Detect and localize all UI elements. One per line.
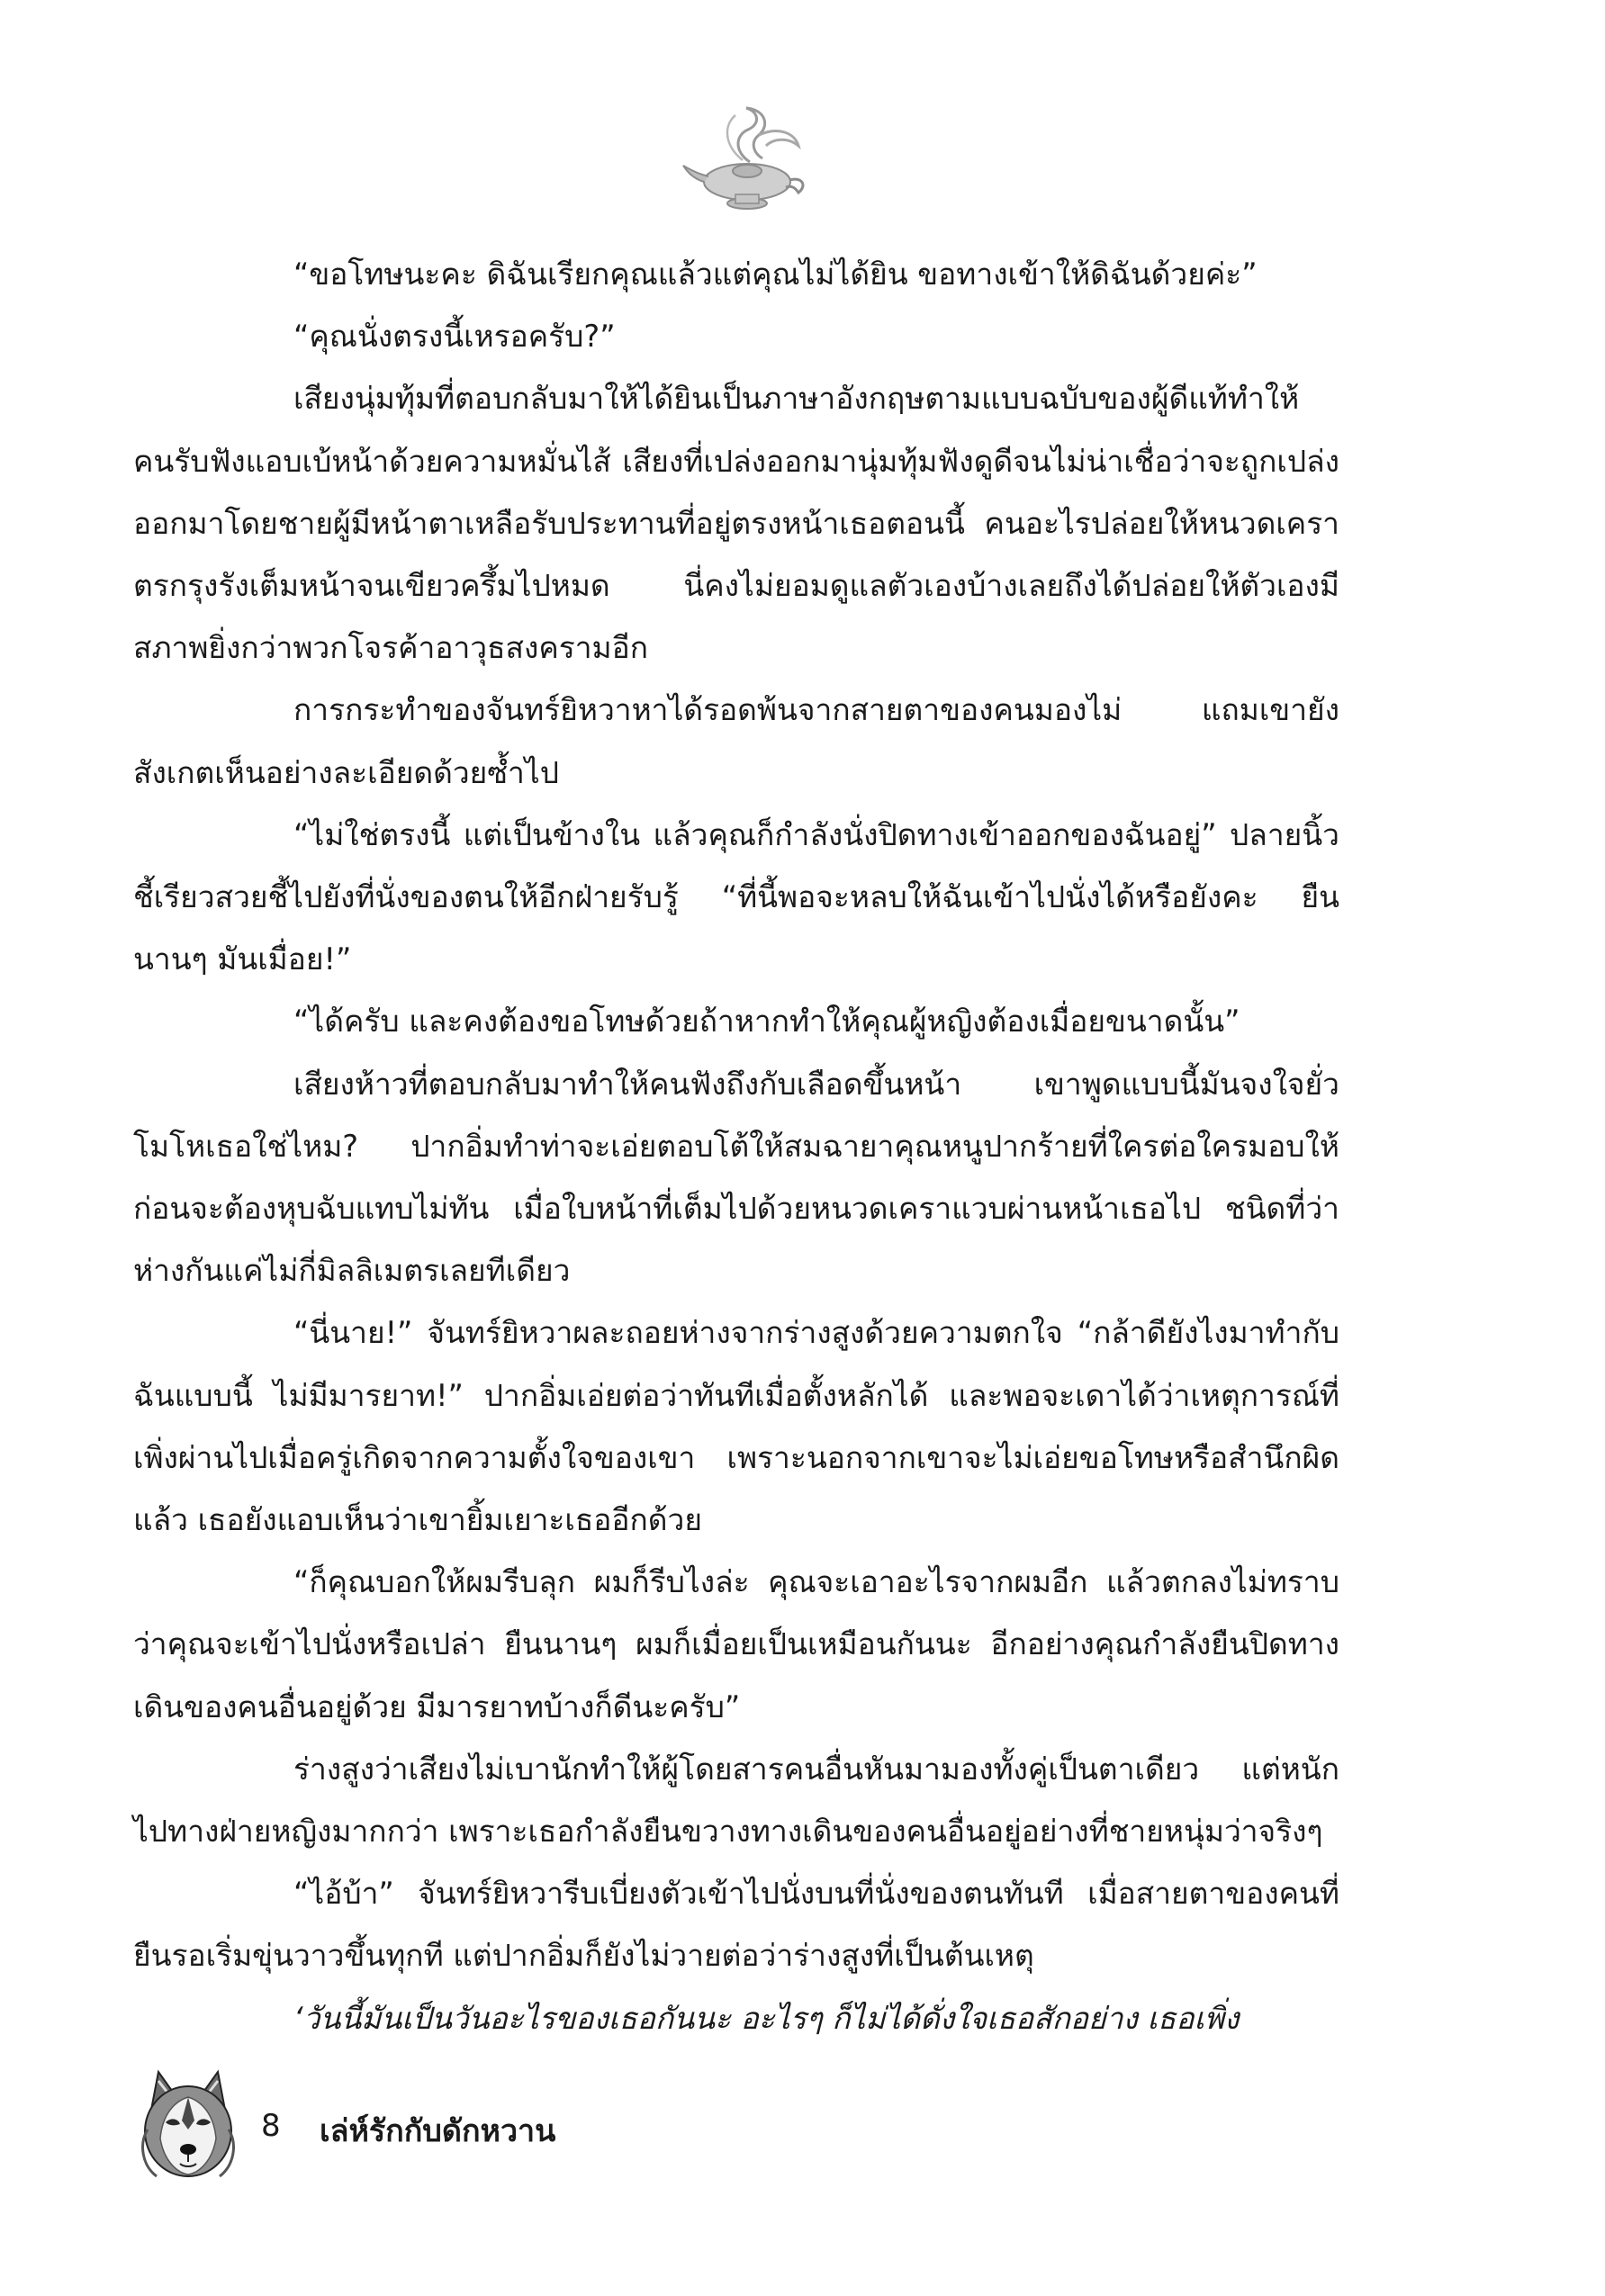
page-footer: [135, 2066, 765, 2183]
paragraph: “ขอโทษนะคะ ดิฉันเรียกคุณแล้วแต่คุณไม่ได้ยิน ขอทางเข้าให้ดิฉันด้วยค่ะ”: [293, 257, 1258, 292]
paragraph: “ไม่ใช่ตรงนี้ แต่เป็นข้างใน แล้วคุณก็กำลังนั่งปิดทางเข้าออกของฉันอยู่” ปลายนิ้วชี้เรียวสวยชี้ไปยังที่นั่งของตนให้อีกฝ่ายรับรู้ “ที่นี้พอจะหลบให้ฉันเข้าไปนั่งได้หรือยังคะ ยืนนานๆ มันเมื่อย!”: [133, 816, 1339, 977]
paragraph: เสียงห้าวที่ตอบกลับมาทำให้คนฟังถึงกับเลือดขึ้นหน้า เขาพูดแบบนี้มันจงใจยั่วโมโหเธอใช่ไหม? ปากอิ่มทำท่าจะเอ่ยตอบโต้ให้สมฉายาคุณหนูปากร้ายที่ใครต่อใครมอบให้ ก่อนจะต้องหุบฉับแทบไม่ทัน เมื่อใบหน้าที่เต็มไปด้วยหนวดเคราแวบผ่านหน้าเธอไป ชนิดที่ว่าห่างกันแค่ไม่กี่มิลลิเมตรเลยทีเดียว: [133, 1066, 1339, 1289]
paragraph: ร่างสูงว่าเสียงไม่เบานักทำให้ผู้โดยสารคนอื่นหันมามองทั้งคู่เป็นตาเดียว แต่หนักไปทางฝ่ายหญิงมากกว่า เพราะเธอกำลังยืนขวางทางเดินของคนอื่นอยู่อย่างที่ชายหนุ่มว่าจริงๆ: [133, 1751, 1339, 1850]
paragraph: “ไอ้บ้า” จันทร์ยิหวารีบเบี่ยงตัวเข้าไปนั่งบนที่นั่งของตนทันที เมื่อสายตาของคนที่ยืนรอเริ่มขุ่นวาวขึ้นทุกที แต่ปากอิ่มก็ยังไม่วายต่อว่าร่างสูงที่เป็นต้นเหตุ: [133, 1876, 1339, 1974]
paragraph: เสียงนุ่มทุ้มที่ตอบกลับมาให้ได้ยินเป็นภาษาอังกฤษตามแบบฉบับของผู้ดีแท้ทำให้คนรับฟังแอบเบ้หน้าด้วยความหมั่นไส้ เสียงที่เปล่งออกมานุ่มทุ้มฟังดูดีจนไม่น่าเชื่อว่าจะถูกเปล่งออกมาโดยชายผู้มีหน้าตาเหลือรับประทานที่อยู่ตรงหน้าเธอตอนนี้ คนอะไรปล่อยให้หนวดเคราตรกรุงรังเต็มหน้าจนเขียวครึ้มไปหมด นี่คงไม่ยอมดูแลตัวเองบ้างเลยถึงได้ปล่อยให้ตัวเองมีสภาพยิ่งกว่าพวกโจรค้าอาวุธสงครามอีก: [133, 381, 1339, 666]
paragraph: “ก็คุณบอกให้ผมรีบลุก ผมก็รีบไงล่ะ คุณจะเอาอะไรจากผมอีก แล้วตกลงไม่ทราบว่าคุณจะเข้าไปนั่งหรือเปล่า ยืนนานๆ ผมก็เมื่อยเป็นเหมือนกันนะ อีกอย่างคุณกำลังยืนปิดทางเดินของคนอื่นอยู่ด้วย มีมารยาทบ้างก็ดีนะครับ”: [133, 1564, 1339, 1724]
body-text: [133, 243, 1339, 2049]
paragraph: “ได้ครับ และคงต้องขอโทษด้วยถ้าหากทำให้คุณผู้หญิงต้องเมื่อยขนาดนั้น”: [293, 1004, 1240, 1040]
page-number: 8: [261, 2108, 281, 2144]
paragraph-italic: ‘วันนี้มันเป็นวันอะไรของเธอกันนะ อะไรๆ ก็ไม่ได้ดั่งใจเธอสักอย่าง เธอเพิ่ง: [293, 2000, 1240, 2036]
paragraph: “คุณนั่งตรงนี้เหรอครับ?”: [293, 319, 616, 355]
paragraph: “นี่นาย!” จันทร์ยิหวาผละถอยห่างจากร่างสูงด้วยความตกใจ “กล้าดียังไงมาทำกับฉันแบบนี้ ไม่มีมารยาท!” ปากอิ่มเอ่ยต่อว่าทันทีเมื่อตั้งหลักได้ และพอจะเดาได้ว่าเหตุการณ์ที่เพิ่งผ่านไปเมื่อครู่เกิดจากความตั้งใจของเขา เพราะนอกจากเขาจะไม่เอ่ยขอโทษหรือสำนึกผิดแล้ว เธอยังแอบเห็นว่าเขายิ้มเยาะเธออีกด้วย: [133, 1315, 1339, 1538]
genie-lamp-icon: [680, 99, 815, 221]
paragraph: การกระทำของจันทร์ยิหวาหาได้รอดพ้นจากสายตาของคนมองไม่ แถมเขายังสังเกตเห็นอย่างละเอียดด้วยซ้ำไป: [133, 692, 1339, 790]
husky-dog-icon: [135, 2066, 241, 2183]
book-title: เล่ห์รักกับดักหวาน: [320, 2113, 556, 2149]
